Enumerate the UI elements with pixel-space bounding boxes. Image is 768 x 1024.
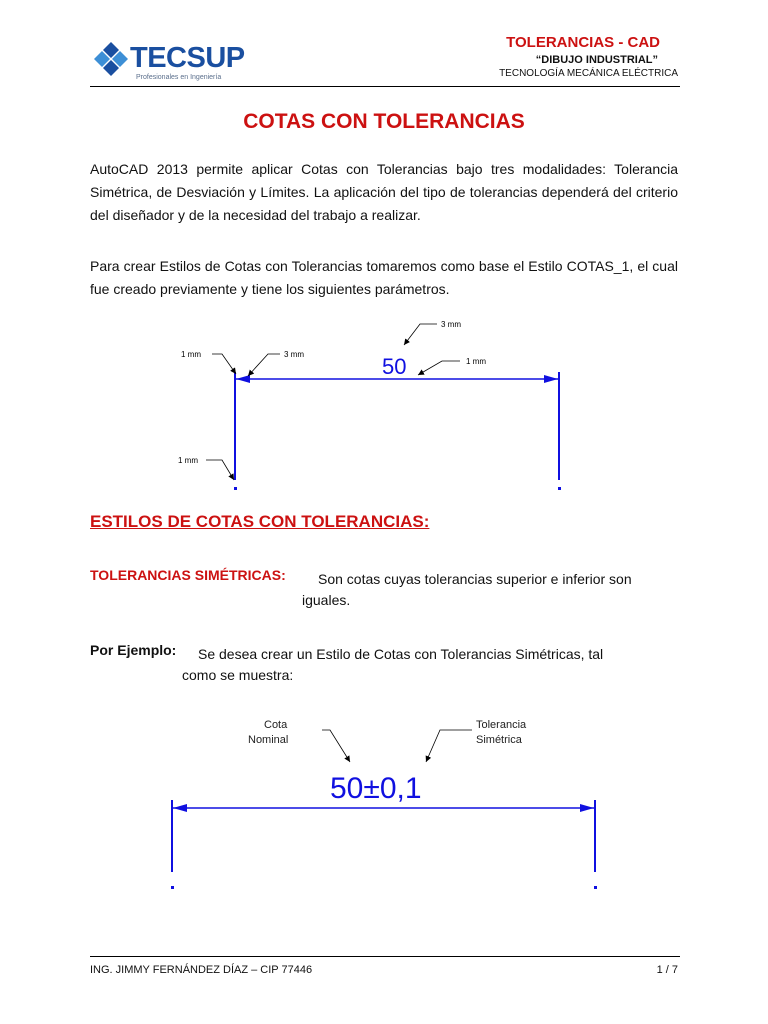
dimension-value: 50	[382, 354, 407, 379]
example-label: Por Ejemplo:	[90, 642, 177, 658]
course-subtitle: “DIBUJO INDUSTRIAL”	[535, 54, 658, 66]
label-nominal-line2: Nominal	[248, 734, 289, 746]
example-text: Se desea crear un Estilo de Cotas con Tolerancias Simétricas, tal	[198, 646, 604, 662]
label-3mm-arrow: 3 mm	[284, 350, 304, 359]
dimension-value: 50±0,1	[330, 772, 422, 805]
origin-point-left	[171, 886, 174, 889]
section-title: ESTILOS DE COTAS CON TOLERANCIAS:	[90, 512, 430, 531]
example-text-continued: como se muestra:	[182, 667, 294, 683]
page-number: 1 / 7	[656, 964, 678, 976]
label-1mm-gap: 1 mm	[466, 357, 486, 366]
intro-paragraph: AutoCAD 2013 permite aplicar Cotas con Tolerancias bajo tres modalidades: Tolerancia Simétrica, de Desviación y Límites. La aplicación del tipo de tolerancias dependerá del criterio del diseñador y de la necesidad del trabajo a realizar.	[90, 161, 678, 223]
logo-text: TECSUP	[130, 42, 245, 74]
course-title: TOLERANCIAS - CAD	[506, 34, 660, 51]
leader-tolerance	[426, 730, 472, 762]
label-tolerance-line2: Simétrica	[476, 734, 522, 746]
label-tolerance-line1: Tolerancia	[476, 719, 527, 731]
label-nominal-line1: Cota	[264, 719, 288, 731]
definition-label: TOLERANCIAS SIMÉTRICAS:	[90, 567, 286, 583]
label-3mm-text: 3 mm	[441, 320, 461, 329]
styles-paragraph: Para crear Estilos de Cotas con Tolerancias tomaremos como base el Estilo COTAS_1, el cual fue creado previamente y tiene los siguientes parámetros.	[90, 258, 678, 297]
definition-text-continued: iguales.	[302, 592, 351, 608]
logo-tagline: Profesionales en Ingeniería	[136, 74, 222, 81]
department: TECNOLOGÍA MECÁNICA ELÉCTRICA	[499, 68, 678, 79]
origin-point-right	[594, 886, 597, 889]
footer-author: ING. JIMMY FERNÁNDEZ DÍAZ – CIP 77446	[90, 964, 313, 976]
label-1mm-origin: 1 mm	[178, 456, 198, 465]
label-1mm-ext: 1 mm	[181, 350, 201, 359]
leader-nominal	[322, 730, 350, 762]
footer-divider	[90, 956, 680, 957]
definition-text: Son cotas cuyas tolerancias superior e inferior son	[318, 571, 632, 587]
page-title: COTAS CON TOLERANCIAS	[243, 110, 525, 133]
